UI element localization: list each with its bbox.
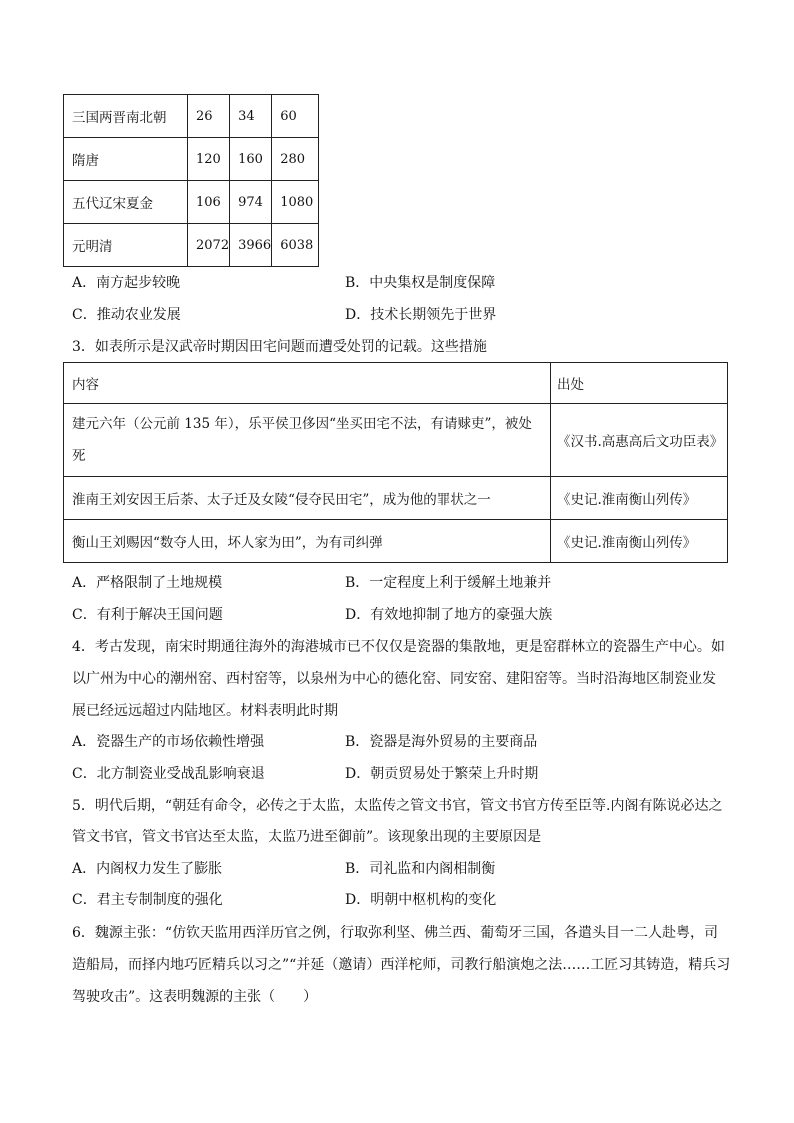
option-d: D．明朝中枢机构的变化 bbox=[345, 892, 497, 908]
table-row bbox=[64, 138, 319, 181]
table-cell: 106 bbox=[188, 181, 230, 224]
table-header-row bbox=[64, 363, 728, 404]
table-row bbox=[64, 95, 319, 138]
question-stem: 3．如表所示是汉武帝时期因田宅问题而遭受处罚的记载。这些措施 bbox=[72, 339, 487, 355]
table-cell: 3966 bbox=[230, 224, 272, 267]
cell-text: 死 bbox=[72, 448, 86, 464]
table-cell bbox=[64, 404, 551, 477]
table-cell: 26 bbox=[188, 95, 230, 138]
table-cell: 三国两晋南北朝 bbox=[64, 95, 188, 138]
option-b: B．司礼监和内阁相制衡 bbox=[345, 861, 496, 877]
column-header-content: 内容 bbox=[64, 363, 551, 404]
table-cell: 1080 bbox=[272, 181, 319, 224]
table-cell: 120 bbox=[188, 138, 230, 181]
table-row bbox=[64, 224, 319, 267]
option-a: A．内阁权力发生了膨胀 bbox=[72, 861, 223, 877]
table-cell: 34 bbox=[230, 95, 272, 138]
option-a: A．南方起步较晚 bbox=[72, 275, 181, 291]
option-b: B．中央集权是制度保障 bbox=[345, 275, 496, 291]
table-row bbox=[64, 181, 319, 224]
table-cell: 《史记.淮南衡山列传》 bbox=[551, 520, 728, 563]
option-a: A．瓷器生产的市场依赖性增强 bbox=[72, 734, 265, 750]
option-c: C．有利于解决王国问题 bbox=[72, 607, 223, 623]
question-stem: 驾驶攻击”。这表明魏源的主张（ ） bbox=[72, 989, 318, 1005]
table-cell: 《史记.淮南衡山列传》 bbox=[551, 477, 728, 520]
table-cell: 60 bbox=[272, 95, 319, 138]
option-d: D．朝贡贸易处于繁荣上升时期 bbox=[345, 766, 539, 782]
table-cell: 2072 bbox=[188, 224, 230, 267]
cell-text: 建元六年（公元前 135 年），乐平侯卫侈因“坐买田宅不法，有请赇吏”，被处 bbox=[72, 416, 532, 432]
option-c: C．君主专制制度的强化 bbox=[72, 892, 223, 908]
option-d: D．技术长期领先于世界 bbox=[345, 307, 497, 323]
question-stem: 管文书官，管文书官达至太监，太监乃进至御前”。该现象出现的主要原因是 bbox=[72, 829, 542, 845]
option-d: D．有效地抑制了地方的豪强大族 bbox=[345, 607, 553, 623]
option-b: B．瓷器是海外贸易的主要商品 bbox=[345, 734, 538, 750]
statistics-table bbox=[63, 94, 319, 267]
table-row bbox=[64, 477, 728, 520]
option-b: B．一定程度上利于缓解土地兼并 bbox=[345, 575, 552, 591]
option-c: C．北方制瓷业受战乱影响衰退 bbox=[72, 766, 265, 782]
column-header-source: 出处 bbox=[551, 363, 728, 404]
table-cell: 衡山王刘赐因“数夺人田，坏人家为田”，为有司纠弹 bbox=[64, 520, 551, 563]
table-cell: 280 bbox=[272, 138, 319, 181]
question-stem: 以广州为中心的潮州窑、西村窑等，以泉州为中心的德化窑、同安窑、建阳窑等。当时沿海地区制瓷业发 bbox=[72, 671, 716, 687]
question-stem: 造船局，而择内地巧匠精兵以习之”“并延（邀请）西洋柁师，司教行船演炮之法……工匠习其铸造，精兵习 bbox=[72, 957, 731, 973]
table-cell: 淮南王刘安因王后荼、太子迁及女陵“侵夺民田宅”，成为他的罪状之一 bbox=[64, 477, 551, 520]
table-cell: 《汉书.高惠高后文功臣表》 bbox=[551, 404, 728, 477]
table-cell: 6038 bbox=[272, 224, 319, 267]
table-cell: 隋唐 bbox=[64, 138, 188, 181]
table-cell: 五代辽宋夏金 bbox=[64, 181, 188, 224]
table-cell: 974 bbox=[230, 181, 272, 224]
table-cell: 160 bbox=[230, 138, 272, 181]
question-stem: 5．明代后期，“朝廷有命令，必传之于太监，太监传之管文书官，管文书官方传至臣等.内阁有陈说必达之 bbox=[72, 798, 723, 814]
table-cell: 元明清 bbox=[64, 224, 188, 267]
question-stem: 展已经远远超过内陆地区。材料表明此时期 bbox=[72, 703, 338, 719]
option-a: A．严格限制了土地规模 bbox=[72, 575, 223, 591]
question-stem: 6．魏源主张：“仿钦天监用西洋历官之例，行取弥利坚、佛兰西、葡萄牙三国，各遣头目一二人赴粤，司 bbox=[72, 925, 719, 941]
question-stem: 4．考古发现，南宋时期通往海外的海港城市已不仅仅是瓷器的集散地，更是窑群林立的瓷器生产中心。如 bbox=[72, 639, 725, 655]
option-c: C．推动农业发展 bbox=[72, 307, 181, 323]
table-row bbox=[64, 520, 728, 563]
table-row bbox=[64, 404, 728, 477]
records-table bbox=[63, 362, 728, 563]
